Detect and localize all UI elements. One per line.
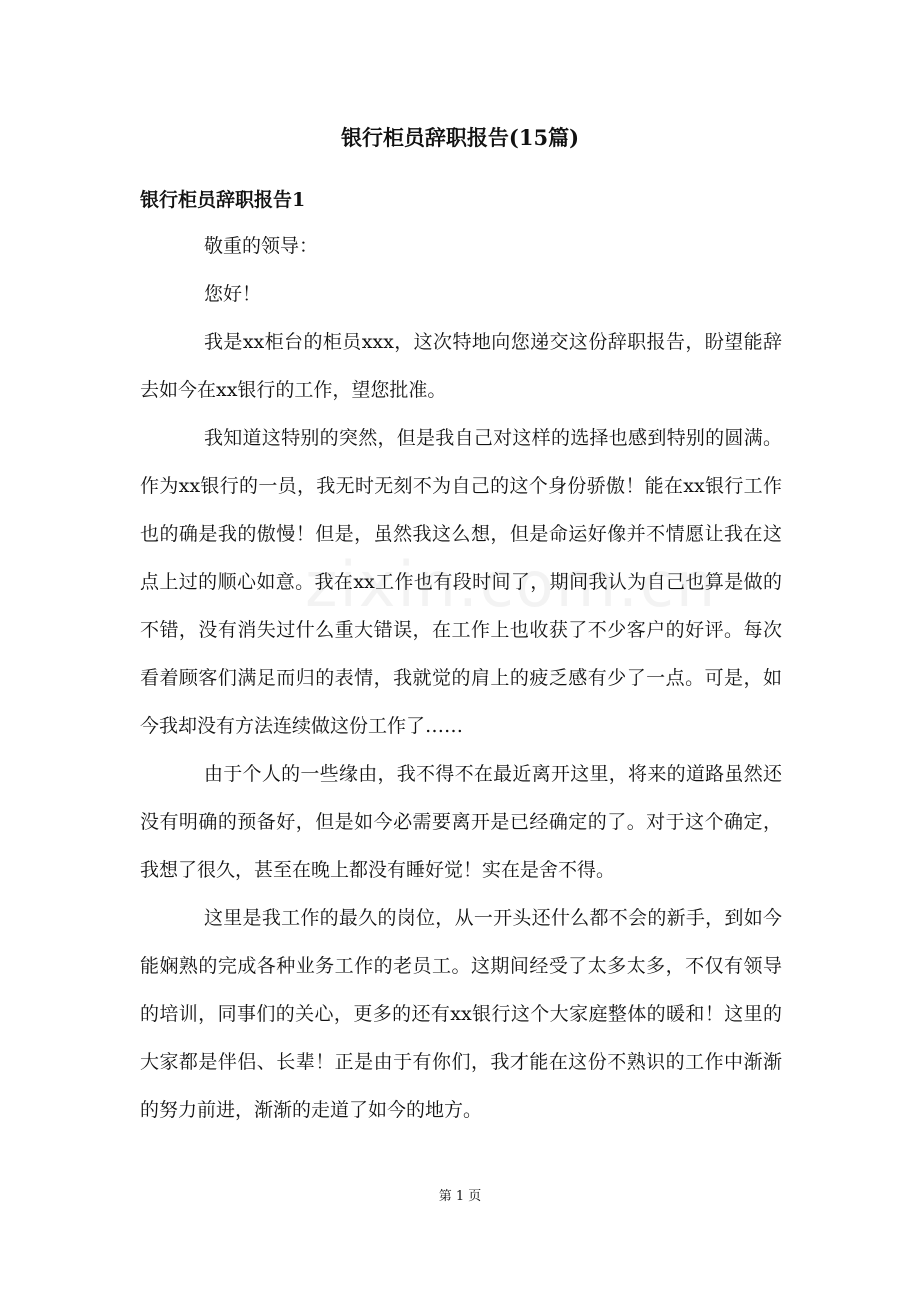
body-paragraph: 这里是我工作的最久的岗位，从一开头还什么都不会的新手，到如今能娴熟的完成各种业务工作的老员工。这期间经受了太多太多，不仅有领导的培训，同事们的关心，更多的还有xx银行这个大家庭整体的暖和！这里的大家都是伴侣、长辈！正是由于有你们，我才能在这份不熟识的工作中渐渐的努力前进，渐渐的走道了如今的地方。: [140, 907, 782, 1121]
document-title: 银行柜员辞职报告(15篇): [340, 125, 580, 150]
greeting: 您好！: [204, 283, 262, 305]
body-paragraph: 我是xx柜台的柜员xxx，这次特地向您递交这份辞职报告，盼望能辞去如今在xx银行的工作，望您批准。: [140, 331, 782, 401]
salutation: 敬重的领导：: [204, 235, 319, 257]
section-title: 银行柜员辞职报告1: [140, 189, 306, 211]
body-paragraph: 我知道这特别的突然，但是我自己对这样的选择也感到特别的圆满。作为xx银行的一员，我无时无刻不为自己的这个身份骄傲！能在xx银行工作也的确是我的傲慢！但是，虽然我这么想，但是命运好像并不情愿让我在这点上过的顺心如意。我在xx工作也有段时间了，期间我认为自己也算是做的不错，没有消失过什么重大错误，在工作上也收获了不少客户的好评。每次看着顾客们满足而归的表情，我就觉的肩上的疲乏感有少了一点。可是，如今我却没有方法连续做这份工作了……: [140, 427, 782, 737]
body-paragraph: 由于个人的一些缘由，我不得不在最近离开这里，将来的道路虽然还没有明确的预备好，但是如今必需要离开是已经确定的了。对于这个确定，我想了很久，甚至在晚上都没有睡好觉！实在是舍不得。: [140, 763, 782, 881]
document-body: [140, 222, 782, 1134]
page-number: 第 1 页: [438, 1189, 482, 1204]
